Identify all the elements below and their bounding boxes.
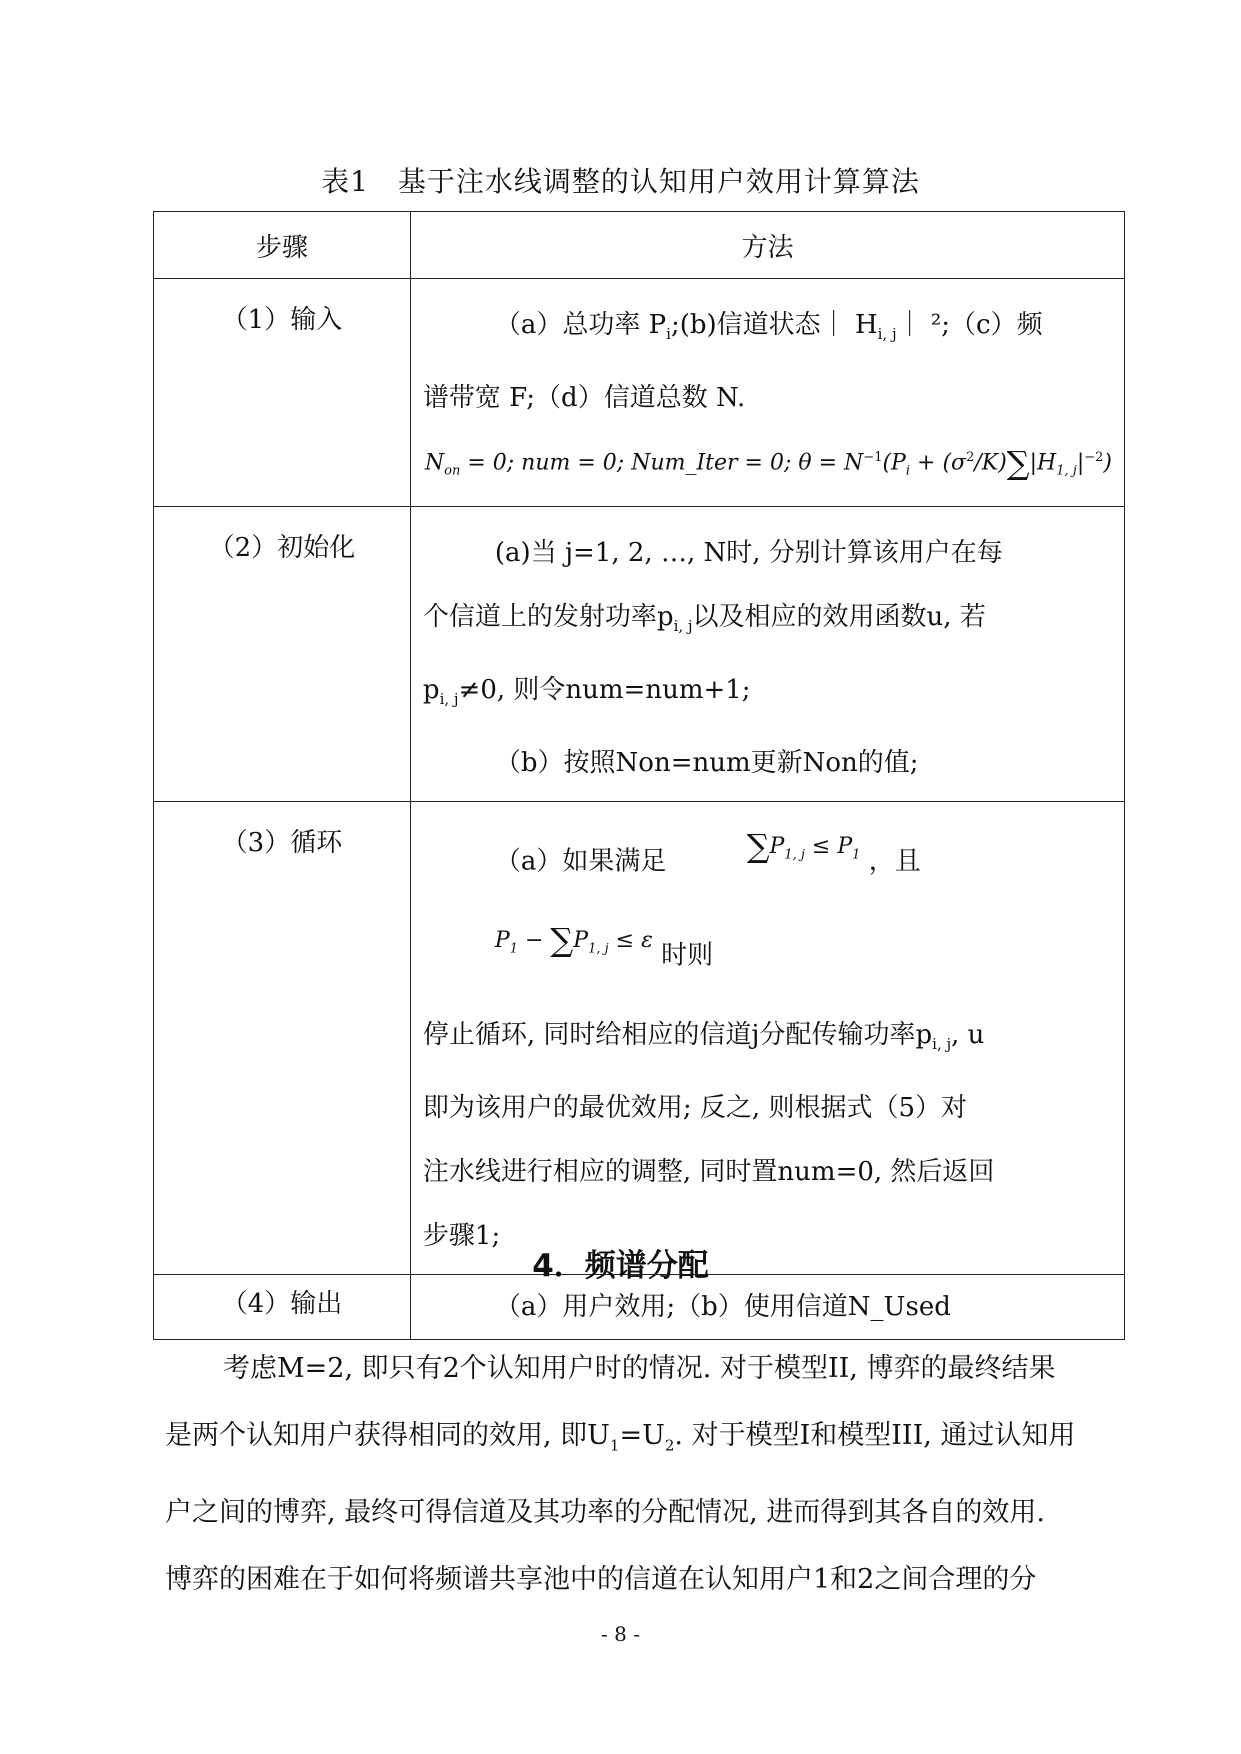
power-constraint-formula: $\sum P_{1, j} \le P_1$ xyxy=(746,827,861,866)
method-line: 谱带宽 F;（d）信道总数 N. xyxy=(422,383,746,414)
header-method: 方法 xyxy=(410,212,1124,279)
method-line: （b）按照Non=num更新Non的值; xyxy=(494,748,919,779)
text-span: 是两个认知用户获得相同的效用, 即U xyxy=(165,1420,610,1451)
method-line xyxy=(423,658,1112,731)
subscript: 2 xyxy=(664,1436,675,1455)
subscript: i, j xyxy=(673,617,693,636)
subscript: i xyxy=(666,325,671,344)
text-span: . 对于模型I和模型III, 通过认知用 xyxy=(674,1420,1076,1451)
section-title: 4．频谱分配 xyxy=(532,1248,709,1284)
text-span: 时则 xyxy=(661,940,714,971)
text-span: ≠0, 则令num=num+1; xyxy=(458,675,751,706)
method-line: 注水线进行相应的调整, 同时置num=0, 然后返回 xyxy=(422,1157,995,1188)
init-formula: $N_{on} = 0$; num = 0; Num_Iter = 0; $\theta = N^{-1}(P_i + (\sigma^2/K)\sum|H_{1, j}|^{-2})$ xyxy=(424,443,1112,482)
convergence-formula: $P_1 - \sum P_{1, j} \le \varepsilon$ xyxy=(494,920,653,959)
subscript: i, j xyxy=(877,325,897,344)
text-span: =U xyxy=(619,1420,665,1451)
subscript: i, j xyxy=(439,690,459,709)
body-line: 考虑M=2, 即只有2个认知用户时的情况. 对于模型II, 博弈的最终结果 xyxy=(223,1353,1056,1384)
text-span: ，且 xyxy=(868,846,921,877)
table-header-row xyxy=(154,212,1125,279)
body-line xyxy=(165,1402,1113,1479)
text-span: 个信道上的发射功率p xyxy=(422,601,674,632)
table-row xyxy=(154,802,1125,1275)
subscript: 1 xyxy=(609,1436,620,1455)
text-span: p xyxy=(422,675,440,706)
step-cell: （1）输入 xyxy=(154,279,411,507)
method-line: (a)当 j=1, 2, …, N时, 分别计算该用户在每 xyxy=(494,537,1003,568)
body-line: 博弈的困难在于如何将频谱共享池中的信道在认知用户1和2之间合理的分 xyxy=(165,1564,1037,1596)
method-cell xyxy=(410,506,1124,801)
text-span: 以及相应的效用函数u, 若 xyxy=(692,601,986,632)
method-line xyxy=(423,816,1112,1003)
method-cell xyxy=(410,802,1124,1275)
body-line: 户之间的博弈, 最终可得信道及其功率的分配情况, 进而得到其各自的效用. xyxy=(165,1497,1045,1529)
text-span: （a）总功率 P xyxy=(494,310,667,340)
table-row xyxy=(154,506,1125,801)
table-row xyxy=(154,279,1125,507)
body-paragraph xyxy=(165,1335,1113,1613)
method-line: 步骤1; xyxy=(422,1221,501,1252)
algorithm-table xyxy=(153,211,1125,1340)
step-cell: （3）循环 xyxy=(154,802,411,1275)
text-span: ｜ ²;（c）频 xyxy=(896,310,1043,340)
table-caption: 表1 基于注水线调整的认知用户效用计算算法 xyxy=(321,165,920,198)
method-line: （a）用户效用;（b）使用信道N_Used xyxy=(494,1292,951,1323)
step-cell: （4）输出 xyxy=(154,1275,411,1340)
method-line xyxy=(423,293,1112,366)
method-line xyxy=(423,585,1112,658)
header-step: 步骤 xyxy=(154,212,411,279)
method-cell xyxy=(410,279,1124,507)
step-cell: （2）初始化 xyxy=(154,506,411,801)
text-span: , u xyxy=(951,1020,985,1051)
method-line: 即为该用户的最优效用; 反之, 则根据式（5）对 xyxy=(422,1093,968,1124)
page-number: - 8 - xyxy=(601,1622,640,1646)
text-span: 停止循环, 同时给相应的信道j分配传输功率p xyxy=(422,1020,933,1051)
subscript: i, j xyxy=(932,1035,952,1054)
text-span: ;(b)信道状态｜ H xyxy=(670,310,878,340)
method-line xyxy=(423,1003,1112,1076)
text-span: （a）如果满足 xyxy=(494,846,667,877)
